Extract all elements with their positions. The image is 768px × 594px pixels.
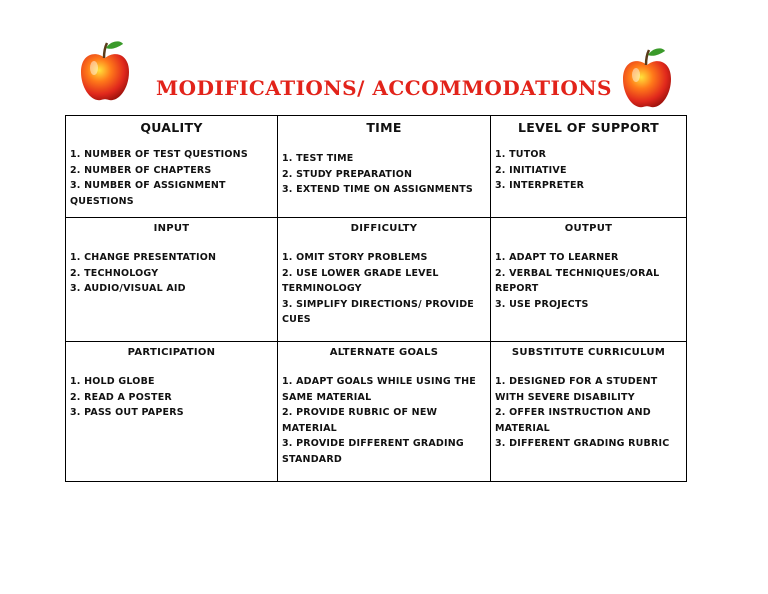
list-item: 3. EXTEND TIME ON ASSIGNMENTS <box>282 184 473 195</box>
list-item: 3. INTERPRETER <box>495 180 585 191</box>
list-item: 2. PROVIDE RUBRIC OF NEW MATERIAL <box>282 407 438 434</box>
table-cell-input <box>66 218 278 342</box>
accommodations-table <box>65 115 687 482</box>
cell-heading: SUBSTITUTE CURRICULUM <box>511 347 666 358</box>
list-item: 3. DIFFERENT GRADING RUBRIC <box>495 438 670 449</box>
page-title: MODIFICATIONS/ ACCOMMODATIONS <box>156 76 612 100</box>
table-row <box>66 342 687 482</box>
list-item: 3. USE PROJECTS <box>495 298 589 310</box>
list-item: 2. VERBAL TECHNIQUES/ORAL REPORT <box>495 267 660 294</box>
table-cell-substitute-curriculum <box>491 342 687 482</box>
list-item: 3. PROVIDE DIFFERENT GRADING STANDARD <box>282 438 464 465</box>
table-cell-output <box>491 218 687 342</box>
table-cell-level-of-support <box>491 116 687 218</box>
table-cell-time <box>278 116 491 218</box>
list-item: 2. USE LOWER GRADE LEVEL TERMINOLOGY <box>282 267 439 294</box>
list-item: 2. TECHNOLOGY <box>70 267 159 279</box>
list-item: 2. READ A POSTER <box>70 391 172 403</box>
list-item: 1. NUMBER OF TEST QUESTIONS <box>70 149 248 160</box>
cell-heading: ALTERNATE GOALS <box>329 347 439 358</box>
table-row <box>66 218 687 342</box>
cell-heading: DIFFICULTY <box>350 223 418 234</box>
list-item: 2. NUMBER OF CHAPTERS <box>70 164 212 176</box>
list-item: 1. DESIGNED FOR A STUDENT WITH SEVERE DISABILITY <box>495 376 658 403</box>
table-row <box>66 116 687 218</box>
list-item: 1. OMIT STORY PROBLEMS <box>282 252 428 263</box>
list-item: 2. STUDY PREPARATION <box>282 168 413 180</box>
list-item: 1. TUTOR <box>495 149 547 160</box>
list-item: 1. ADAPT TO LEARNER <box>495 252 619 263</box>
list-item: 2. OFFER INSTRUCTION AND MATERIAL <box>495 407 651 434</box>
cell-heading: TIME <box>366 120 402 135</box>
list-item: 1. ADAPT GOALS WHILE USING THE SAME MATERIAL <box>282 376 476 403</box>
list-item: 1. CHANGE PRESENTATION <box>70 252 217 263</box>
list-item: 3. SIMPLIFY DIRECTIONS/ PROVIDE CUES <box>282 298 475 325</box>
table-cell-difficulty <box>278 218 491 342</box>
list-item: 1. TEST TIME <box>282 153 354 164</box>
list-item: 2. INITIATIVE <box>495 164 567 176</box>
cell-heading: QUALITY <box>140 120 203 135</box>
cell-heading: PARTICIPATION <box>127 347 216 358</box>
list-item: 3. PASS OUT PAPERS <box>70 407 184 418</box>
table-cell-alternate-goals <box>278 342 491 482</box>
table-cell-quality <box>66 116 278 218</box>
list-item: 1. HOLD GLOBE <box>70 376 155 387</box>
cell-heading: OUTPUT <box>564 223 613 234</box>
cell-heading: INPUT <box>153 223 190 234</box>
list-item: 3. NUMBER OF ASSIGNMENT QUESTIONS <box>70 180 226 207</box>
cell-heading: LEVEL OF SUPPORT <box>517 120 660 135</box>
list-item: 3. AUDIO/VISUAL AID <box>70 283 186 294</box>
table-cell-participation <box>66 342 278 482</box>
